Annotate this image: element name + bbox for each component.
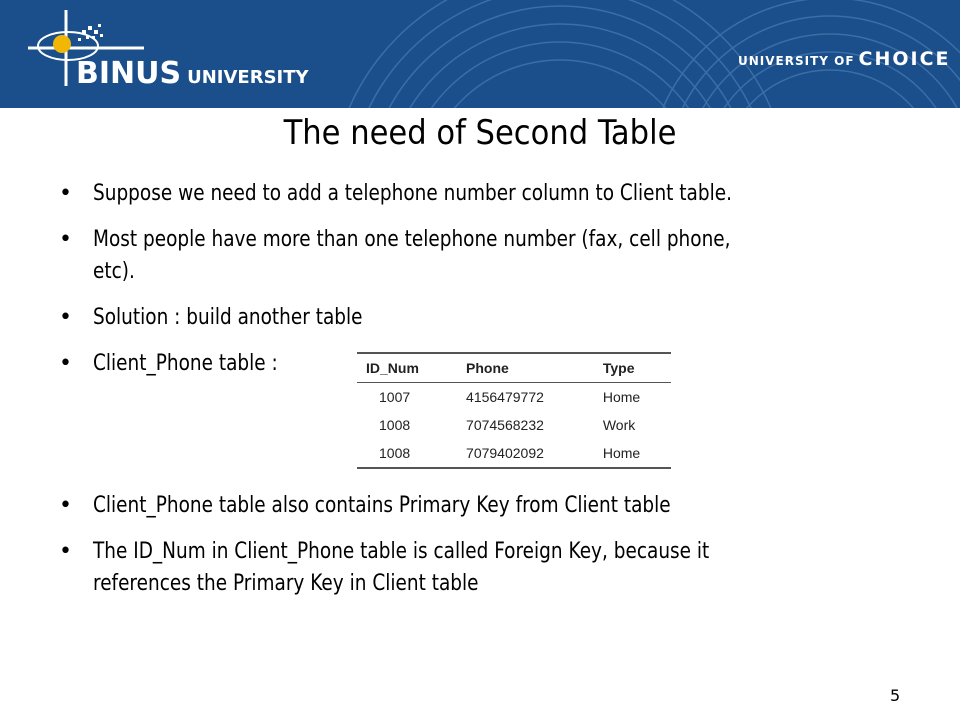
column-header: ID_Num — [357, 353, 457, 383]
table-cell: 1007 — [379, 389, 411, 405]
page-number: 5 — [890, 686, 901, 705]
slide-title: The need of Second Table — [283, 113, 677, 153]
column-header: Type — [594, 353, 671, 383]
bullet-icon: • — [59, 227, 72, 252]
table-cell: 1008 — [357, 439, 457, 468]
logo-sub: UNIVERSITY — [187, 67, 309, 88]
table-header-row — [357, 353, 671, 383]
table-row — [357, 383, 671, 412]
bullet-item: • Most people have more than one telephone number (fax, cell phone, etc). — [55, 224, 915, 288]
bullet-item: • Client_Phone table also contains Primary Key from Client table — [55, 490, 915, 522]
bullet-icon: • — [59, 539, 72, 564]
table-cell: Home — [602, 389, 641, 405]
tagline-prefix: UNIVERSITY OF — [738, 54, 855, 68]
bullet-icon: • — [59, 305, 72, 330]
table-cell: 4156479772 — [466, 389, 544, 405]
bullet-icon: • — [59, 351, 72, 376]
table-cell: 7079402092 — [457, 439, 594, 468]
client-phone-table — [357, 352, 671, 469]
table-cell: Work — [602, 417, 636, 433]
header-banner — [0, 0, 960, 108]
bullet-item: • Solution : build another table — [55, 302, 915, 334]
bullet-item: • Client_Phone table : — [55, 348, 915, 380]
column-header: Phone — [457, 353, 594, 383]
logo-wordmark — [76, 56, 309, 91]
bullet-icon: • — [59, 493, 72, 518]
tagline — [738, 48, 951, 70]
tagline-emphasis: CHOICE — [858, 48, 951, 70]
table-row — [357, 411, 671, 439]
logo-main: BINUS — [76, 56, 182, 91]
table-row — [357, 439, 671, 468]
table-cell: 7074568232 — [466, 417, 544, 433]
bullet-icon: • — [59, 181, 72, 206]
bullet-item: • The ID_Num in Client_Phone table is called Foreign Key, because it references the Primary Key in Client table — [55, 536, 915, 600]
table-cell: Home — [594, 439, 671, 468]
bullet-item: • Suppose we need to add a telephone number column to Client table. — [55, 178, 915, 210]
table-cell: 1008 — [379, 417, 411, 433]
